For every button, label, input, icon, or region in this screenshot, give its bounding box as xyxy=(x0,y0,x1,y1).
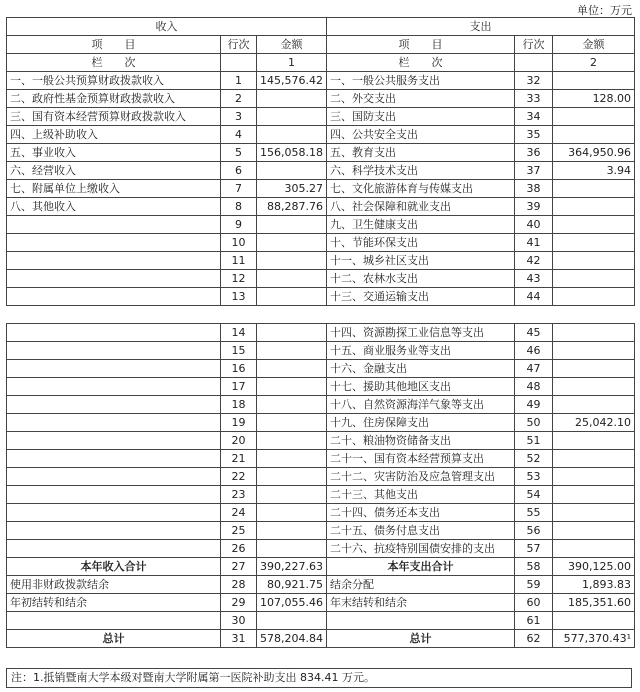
expense-item-cell: 二十六、抗疫特别国债安排的支出 xyxy=(327,540,515,558)
table-row xyxy=(7,486,635,504)
expense-item-cell: 八、社会保障和就业支出 xyxy=(327,198,515,216)
income-expense-table-top xyxy=(6,17,635,306)
expense-amount-cell: 1,893.83 xyxy=(553,576,635,594)
table-row xyxy=(7,594,635,612)
table-row xyxy=(7,234,635,252)
income-item-cell: 二、政府性基金预算财政拨款收入 xyxy=(7,90,221,108)
expense-item-cell: 五、教育支出 xyxy=(327,144,515,162)
income-item-cell: 本年收入合计 xyxy=(7,558,221,576)
income-amount-cell xyxy=(257,324,327,342)
income-amount-cell xyxy=(257,432,327,450)
expense-item-header: 项 目 xyxy=(327,36,515,54)
expense-item-cell: 结余分配 xyxy=(327,576,515,594)
income-item-cell: 七、附属单位上缴收入 xyxy=(7,180,221,198)
expense-amount-cell: 390,125.00 xyxy=(553,558,635,576)
expense-rowno-cell: 56 xyxy=(515,522,553,540)
income-amount-cell: 390,227.63 xyxy=(257,558,327,576)
income-item-cell xyxy=(7,270,221,288)
income-amount-cell xyxy=(257,378,327,396)
income-item-cell: 使用非财政拨款结余 xyxy=(7,576,221,594)
table-row xyxy=(7,576,635,594)
expense-rowno-header: 行次 xyxy=(515,36,553,54)
expense-amount-cell: 185,351.60 xyxy=(553,594,635,612)
expense-amount-cell xyxy=(553,342,635,360)
table-row xyxy=(7,144,635,162)
expense-amount-cell xyxy=(553,522,635,540)
expense-amount-cell xyxy=(553,216,635,234)
income-rowno-cell: 31 xyxy=(221,630,257,648)
income-item-cell: 总计 xyxy=(7,630,221,648)
expense-amount-cell xyxy=(553,378,635,396)
expense-rowno-cell: 32 xyxy=(515,72,553,90)
income-amount-cell: 88,287.76 xyxy=(257,198,327,216)
table-row xyxy=(7,288,635,306)
table-row xyxy=(7,72,635,90)
income-rowno-cell: 28 xyxy=(221,576,257,594)
expense-amount-cell xyxy=(553,126,635,144)
income-header: 收入 xyxy=(7,18,327,36)
income-amount-cell xyxy=(257,216,327,234)
expense-item-cell: 十九、住房保障支出 xyxy=(327,414,515,432)
income-item-cell: 一、一般公共预算财政拨款收入 xyxy=(7,72,221,90)
income-item-cell xyxy=(7,540,221,558)
expense-rowno-cell: 59 xyxy=(515,576,553,594)
income-rowno-cell: 15 xyxy=(221,342,257,360)
income-expense-table-bottom xyxy=(6,323,635,648)
footnote: 注：1.抵销暨南大学本级对暨南大学附属第一医院补助支出 834.41 万元。 xyxy=(6,668,632,688)
income-rowno-cell: 17 xyxy=(221,378,257,396)
expense-rowno-cell: 40 xyxy=(515,216,553,234)
income-amount-cell: 578,204.84 xyxy=(257,630,327,648)
income-amount-cell xyxy=(257,342,327,360)
income-amount-cell: 80,921.75 xyxy=(257,576,327,594)
table-row xyxy=(7,216,635,234)
income-amount-cell xyxy=(257,414,327,432)
expense-rowno-cell: 45 xyxy=(515,324,553,342)
table-row xyxy=(7,522,635,540)
expense-rowno-cell: 53 xyxy=(515,468,553,486)
expense-rowno-cell: 38 xyxy=(515,180,553,198)
table-row xyxy=(7,360,635,378)
income-amount-cell xyxy=(257,486,327,504)
expense-amount-cell xyxy=(553,72,635,90)
expense-item-cell: 十六、金融支出 xyxy=(327,360,515,378)
income-amount-cell xyxy=(257,270,327,288)
expense-item-cell xyxy=(327,612,515,630)
income-column-empty xyxy=(221,54,257,72)
expense-item-cell: 十五、商业服务业等支出 xyxy=(327,342,515,360)
expense-amount-cell xyxy=(553,540,635,558)
income-item-cell xyxy=(7,252,221,270)
table-row xyxy=(7,90,635,108)
income-amount-cell xyxy=(257,612,327,630)
expense-amount-cell xyxy=(553,108,635,126)
expense-amount-cell xyxy=(553,360,635,378)
income-rowno-cell: 6 xyxy=(221,162,257,180)
expense-item-cell: 十七、援助其他地区支出 xyxy=(327,378,515,396)
income-amount-cell xyxy=(257,108,327,126)
income-item-cell xyxy=(7,378,221,396)
expense-rowno-cell: 49 xyxy=(515,396,553,414)
income-amount-cell: 107,055.46 xyxy=(257,594,327,612)
expense-amount-cell xyxy=(553,324,635,342)
table-row xyxy=(7,468,635,486)
expense-amount-cell xyxy=(553,486,635,504)
income-item-cell: 五、事业收入 xyxy=(7,144,221,162)
income-rowno-cell: 12 xyxy=(221,270,257,288)
income-amount-cell xyxy=(257,396,327,414)
income-rowno-cell: 8 xyxy=(221,198,257,216)
expense-amount-cell xyxy=(553,450,635,468)
income-amount-cell xyxy=(257,360,327,378)
expense-rowno-cell: 36 xyxy=(515,144,553,162)
table-row xyxy=(7,324,635,342)
expense-column-empty xyxy=(515,54,553,72)
table-row xyxy=(7,540,635,558)
income-rowno-cell: 26 xyxy=(221,540,257,558)
expense-column-label: 栏 次 xyxy=(327,54,515,72)
income-rowno-cell: 24 xyxy=(221,504,257,522)
expense-rowno-cell: 41 xyxy=(515,234,553,252)
header-row-columns xyxy=(7,36,635,54)
income-amount-cell xyxy=(257,234,327,252)
header-row-section xyxy=(7,18,635,36)
expense-rowno-cell: 37 xyxy=(515,162,553,180)
income-item-cell xyxy=(7,522,221,540)
expense-item-cell: 十一、城乡社区支出 xyxy=(327,252,515,270)
income-item-cell: 四、上级补助收入 xyxy=(7,126,221,144)
income-rowno-cell: 25 xyxy=(221,522,257,540)
income-amount-cell xyxy=(257,450,327,468)
expense-amount-cell xyxy=(553,234,635,252)
income-item-cell xyxy=(7,612,221,630)
table-row xyxy=(7,270,635,288)
income-amount-cell xyxy=(257,162,327,180)
expense-amount-cell xyxy=(553,432,635,450)
expense-rowno-cell: 44 xyxy=(515,288,553,306)
income-rowno-cell: 4 xyxy=(221,126,257,144)
income-item-cell xyxy=(7,414,221,432)
income-item-cell xyxy=(7,360,221,378)
expense-item-cell: 二十一、国有资本经营预算支出 xyxy=(327,450,515,468)
table-row xyxy=(7,558,635,576)
expense-item-cell: 九、卫生健康支出 xyxy=(327,216,515,234)
expense-item-cell: 十二、农林水支出 xyxy=(327,270,515,288)
income-rowno-cell: 10 xyxy=(221,234,257,252)
income-item-cell xyxy=(7,288,221,306)
expense-rowno-cell: 51 xyxy=(515,432,553,450)
income-amount-cell xyxy=(257,540,327,558)
income-rowno-cell: 1 xyxy=(221,72,257,90)
income-rowno-cell: 18 xyxy=(221,396,257,414)
expense-item-cell: 二十三、其他支出 xyxy=(327,486,515,504)
income-rowno-cell: 2 xyxy=(221,90,257,108)
income-rowno-cell: 16 xyxy=(221,360,257,378)
expense-item-cell: 四、公共安全支出 xyxy=(327,126,515,144)
expense-amount-header: 金额 xyxy=(553,36,635,54)
expense-rowno-cell: 62 xyxy=(515,630,553,648)
table-row xyxy=(7,630,635,648)
income-item-cell xyxy=(7,468,221,486)
income-rowno-cell: 3 xyxy=(221,108,257,126)
income-item-cell xyxy=(7,486,221,504)
expense-item-cell: 一、一般公共服务支出 xyxy=(327,72,515,90)
expense-amount-cell: 364,950.96 xyxy=(553,144,635,162)
table-row xyxy=(7,378,635,396)
income-rowno-cell: 14 xyxy=(221,324,257,342)
income-rowno-cell: 29 xyxy=(221,594,257,612)
expense-item-cell: 二十四、债务还本支出 xyxy=(327,504,515,522)
expense-item-cell: 十八、自然资源海洋气象等支出 xyxy=(327,396,515,414)
expense-amount-cell xyxy=(553,396,635,414)
expense-amount-cell xyxy=(553,468,635,486)
income-rowno-cell: 21 xyxy=(221,450,257,468)
income-rowno-cell: 27 xyxy=(221,558,257,576)
income-item-cell: 六、经营收入 xyxy=(7,162,221,180)
unit-label: 单位：万元 xyxy=(577,4,632,17)
expense-rowno-cell: 61 xyxy=(515,612,553,630)
table-row xyxy=(7,432,635,450)
income-amount-cell xyxy=(257,90,327,108)
expense-amount-cell xyxy=(553,612,635,630)
expense-amount-cell: 128.00 xyxy=(553,90,635,108)
expense-amount-cell xyxy=(553,504,635,522)
expense-rowno-cell: 43 xyxy=(515,270,553,288)
expense-rowno-cell: 58 xyxy=(515,558,553,576)
table-row xyxy=(7,252,635,270)
expense-amount-cell xyxy=(553,270,635,288)
income-item-cell xyxy=(7,504,221,522)
income-column-label: 栏 次 xyxy=(7,54,221,72)
table-row xyxy=(7,504,635,522)
expense-rowno-cell: 60 xyxy=(515,594,553,612)
table-row xyxy=(7,180,635,198)
expense-rowno-cell: 52 xyxy=(515,450,553,468)
income-item-cell: 八、其他收入 xyxy=(7,198,221,216)
income-item-cell xyxy=(7,216,221,234)
income-item-cell xyxy=(7,396,221,414)
expense-item-cell: 二十五、债务付息支出 xyxy=(327,522,515,540)
income-amount-cell xyxy=(257,504,327,522)
expense-amount-cell xyxy=(553,288,635,306)
expense-item-cell: 本年支出合计 xyxy=(327,558,515,576)
expense-amount-cell: 577,370.43¹ xyxy=(553,630,635,648)
income-rowno-cell: 13 xyxy=(221,288,257,306)
income-amount-cell xyxy=(257,288,327,306)
income-rowno-cell: 19 xyxy=(221,414,257,432)
expense-item-cell: 二十二、灾害防治及应急管理支出 xyxy=(327,468,515,486)
income-item-cell: 年初结转和结余 xyxy=(7,594,221,612)
income-item-cell: 三、国有资本经营预算财政拨款收入 xyxy=(7,108,221,126)
income-item-cell xyxy=(7,324,221,342)
expense-amount-cell: 3.94 xyxy=(553,162,635,180)
income-item-cell xyxy=(7,450,221,468)
expense-item-cell: 二、外交支出 xyxy=(327,90,515,108)
table-row xyxy=(7,396,635,414)
table-row xyxy=(7,198,635,216)
income-item-header: 项 目 xyxy=(7,36,221,54)
expense-amount-cell: 25,042.10 xyxy=(553,414,635,432)
table-row xyxy=(7,612,635,630)
income-amount-cell xyxy=(257,522,327,540)
income-amount-cell xyxy=(257,126,327,144)
income-rowno-cell: 22 xyxy=(221,468,257,486)
table-row xyxy=(7,108,635,126)
income-amount-cell: 305.27 xyxy=(257,180,327,198)
income-amount-cell: 156,058.18 xyxy=(257,144,327,162)
income-rowno-cell: 7 xyxy=(221,180,257,198)
expense-rowno-cell: 35 xyxy=(515,126,553,144)
expense-amount-cell xyxy=(553,198,635,216)
income-column-number: 1 xyxy=(257,54,327,72)
expense-rowno-cell: 54 xyxy=(515,486,553,504)
expense-rowno-cell: 33 xyxy=(515,90,553,108)
expense-rowno-cell: 55 xyxy=(515,504,553,522)
expense-amount-cell xyxy=(553,180,635,198)
expense-header: 支出 xyxy=(327,18,635,36)
expense-item-cell: 十、节能环保支出 xyxy=(327,234,515,252)
expense-item-cell: 三、国防支出 xyxy=(327,108,515,126)
income-rowno-header: 行次 xyxy=(221,36,257,54)
table-row xyxy=(7,342,635,360)
expense-column-number: 2 xyxy=(553,54,635,72)
income-amount-cell xyxy=(257,468,327,486)
income-rowno-cell: 11 xyxy=(221,252,257,270)
income-rowno-cell: 30 xyxy=(221,612,257,630)
table-row xyxy=(7,162,635,180)
income-item-cell xyxy=(7,432,221,450)
expense-item-cell: 二十、粮油物资储备支出 xyxy=(327,432,515,450)
income-amount-cell xyxy=(257,252,327,270)
expense-item-cell: 十三、交通运输支出 xyxy=(327,288,515,306)
income-item-cell xyxy=(7,234,221,252)
income-rowno-cell: 20 xyxy=(221,432,257,450)
expense-item-cell: 年末结转和结余 xyxy=(327,594,515,612)
table-row xyxy=(7,126,635,144)
expense-rowno-cell: 39 xyxy=(515,198,553,216)
expense-item-cell: 总计 xyxy=(327,630,515,648)
expense-rowno-cell: 42 xyxy=(515,252,553,270)
table-row xyxy=(7,450,635,468)
expense-item-cell: 七、文化旅游体育与传媒支出 xyxy=(327,180,515,198)
expense-item-cell: 六、科学技术支出 xyxy=(327,162,515,180)
income-rowno-cell: 9 xyxy=(221,216,257,234)
income-item-cell xyxy=(7,342,221,360)
expense-rowno-cell: 50 xyxy=(515,414,553,432)
income-amount-cell: 145,576.42 xyxy=(257,72,327,90)
expense-amount-cell xyxy=(553,252,635,270)
header-row-column-index xyxy=(7,54,635,72)
expense-rowno-cell: 48 xyxy=(515,378,553,396)
income-rowno-cell: 5 xyxy=(221,144,257,162)
expense-item-cell: 十四、资源勘探工业信息等支出 xyxy=(327,324,515,342)
expense-rowno-cell: 46 xyxy=(515,342,553,360)
table-row xyxy=(7,414,635,432)
expense-rowno-cell: 47 xyxy=(515,360,553,378)
expense-rowno-cell: 34 xyxy=(515,108,553,126)
income-rowno-cell: 23 xyxy=(221,486,257,504)
expense-rowno-cell: 57 xyxy=(515,540,553,558)
income-amount-header: 金额 xyxy=(257,36,327,54)
